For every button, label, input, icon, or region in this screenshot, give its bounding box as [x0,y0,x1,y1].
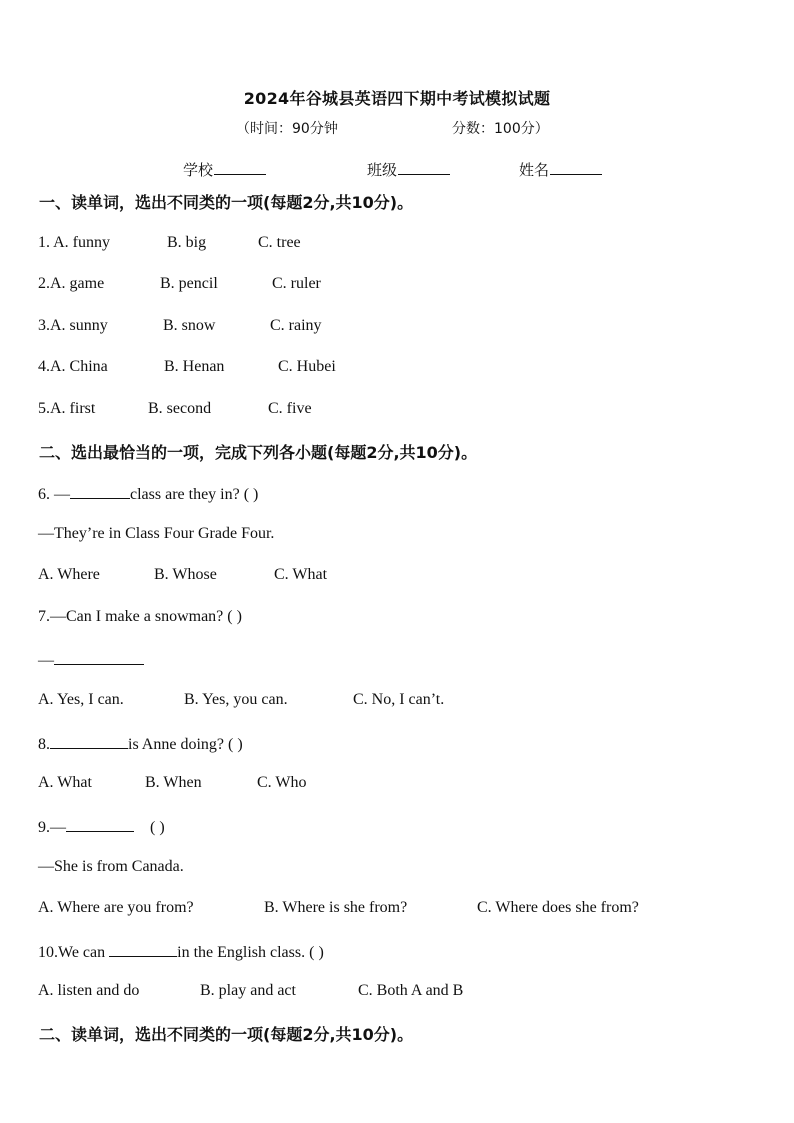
q7-option-b: B. Yes, you can. [184,691,288,708]
q1-option-b: B. big [167,234,207,251]
name-blank[interactable] [550,160,602,175]
q10-option-a: A. listen and do [38,982,140,999]
q8-stem: is Anne doing? ( ) [128,736,243,753]
question-10 [38,941,324,962]
question-7: 7.—Can I make a snowman? ( ) [38,608,242,625]
q8-option-c: C. Who [257,774,307,791]
q8-number: 8. [38,736,50,753]
q7-reply-line [38,649,144,670]
section-3-heading: 二、读单词，选出不同类的一项(每题2分,共10分)。 [39,1025,414,1044]
question-6 [38,483,258,504]
q4-option-b: B. Henan [164,358,225,375]
q2-option-a: 2.A. game [38,275,105,292]
name-field [519,159,602,180]
q9-option-b: B. Where is she from? [264,899,408,916]
q7-reply: — [38,652,54,669]
class-blank[interactable] [398,160,450,175]
q4-option-a: 4.A. China [38,358,108,375]
q10-option-b: B. play and act [200,982,296,999]
exam-time: （时间：90分钟 [236,121,338,137]
question-9 [38,816,165,837]
q9-number: 9.— [38,819,66,836]
q1-option-c: C. tree [258,234,301,251]
q8-option-a: A. What [38,774,92,791]
class-label: 班级 [367,161,398,179]
q5-option-b: B. second [148,400,212,417]
section-1-heading: 一、读单词，选出不同类的一项(每题2分,共10分)。 [39,193,414,212]
section-2-heading: 二、选出最恰当的一项，完成下列各小题(每题2分,共10分)。 [39,443,478,462]
q6-option-a: A. Where [38,566,100,583]
exam-score: 分数：100分） [452,121,549,137]
page-title: 2024年谷城县英语四下期中考试模拟试题 [243,89,551,108]
q10-number: 10.We can [38,944,110,961]
q10-option-c: C. Both A and B [358,982,464,999]
q9-reply: —She is from Canada. [38,858,184,875]
q7-option-c: C. No, I can’t. [353,691,445,708]
school-field [183,159,266,180]
q5-option-c: C. five [268,400,312,417]
q8-option-b: B. When [145,774,202,791]
q6-blank[interactable] [70,483,130,499]
school-label: 学校 [183,161,214,179]
q9-option-a: A. Where are you from? [38,899,194,916]
q8-blank[interactable] [50,733,128,749]
q9-blank[interactable] [66,816,134,832]
school-blank[interactable] [214,160,266,175]
question-8 [38,733,243,754]
q10-blank[interactable] [109,941,177,957]
q7-blank[interactable] [54,649,144,665]
q7-option-a: A. Yes, I can. [38,691,124,708]
name-label: 姓名 [519,161,550,179]
q6-option-c: C. What [274,566,328,583]
class-field [367,159,450,180]
q1-option-a: 1. A. funny [38,234,110,251]
q2-option-b: B. pencil [160,275,218,292]
q3-option-c: C. rainy [270,317,322,334]
q9-stem: ( ) [150,819,165,836]
q2-option-c: C. ruler [272,275,321,292]
q9-option-c: C. Where does she from? [477,899,639,916]
q6-reply: —They’re in Class Four Grade Four. [38,525,275,542]
q6-number: 6. — [38,486,70,503]
q5-option-a: 5.A. first [38,400,96,417]
q6-stem: class are they in? ( ) [130,486,259,503]
q3-option-a: 3.A. sunny [38,317,108,334]
q6-option-b: B. Whose [154,566,217,583]
q4-option-c: C. Hubei [278,358,336,375]
q10-stem: in the English class. ( ) [177,944,324,961]
q3-option-b: B. snow [163,317,216,334]
